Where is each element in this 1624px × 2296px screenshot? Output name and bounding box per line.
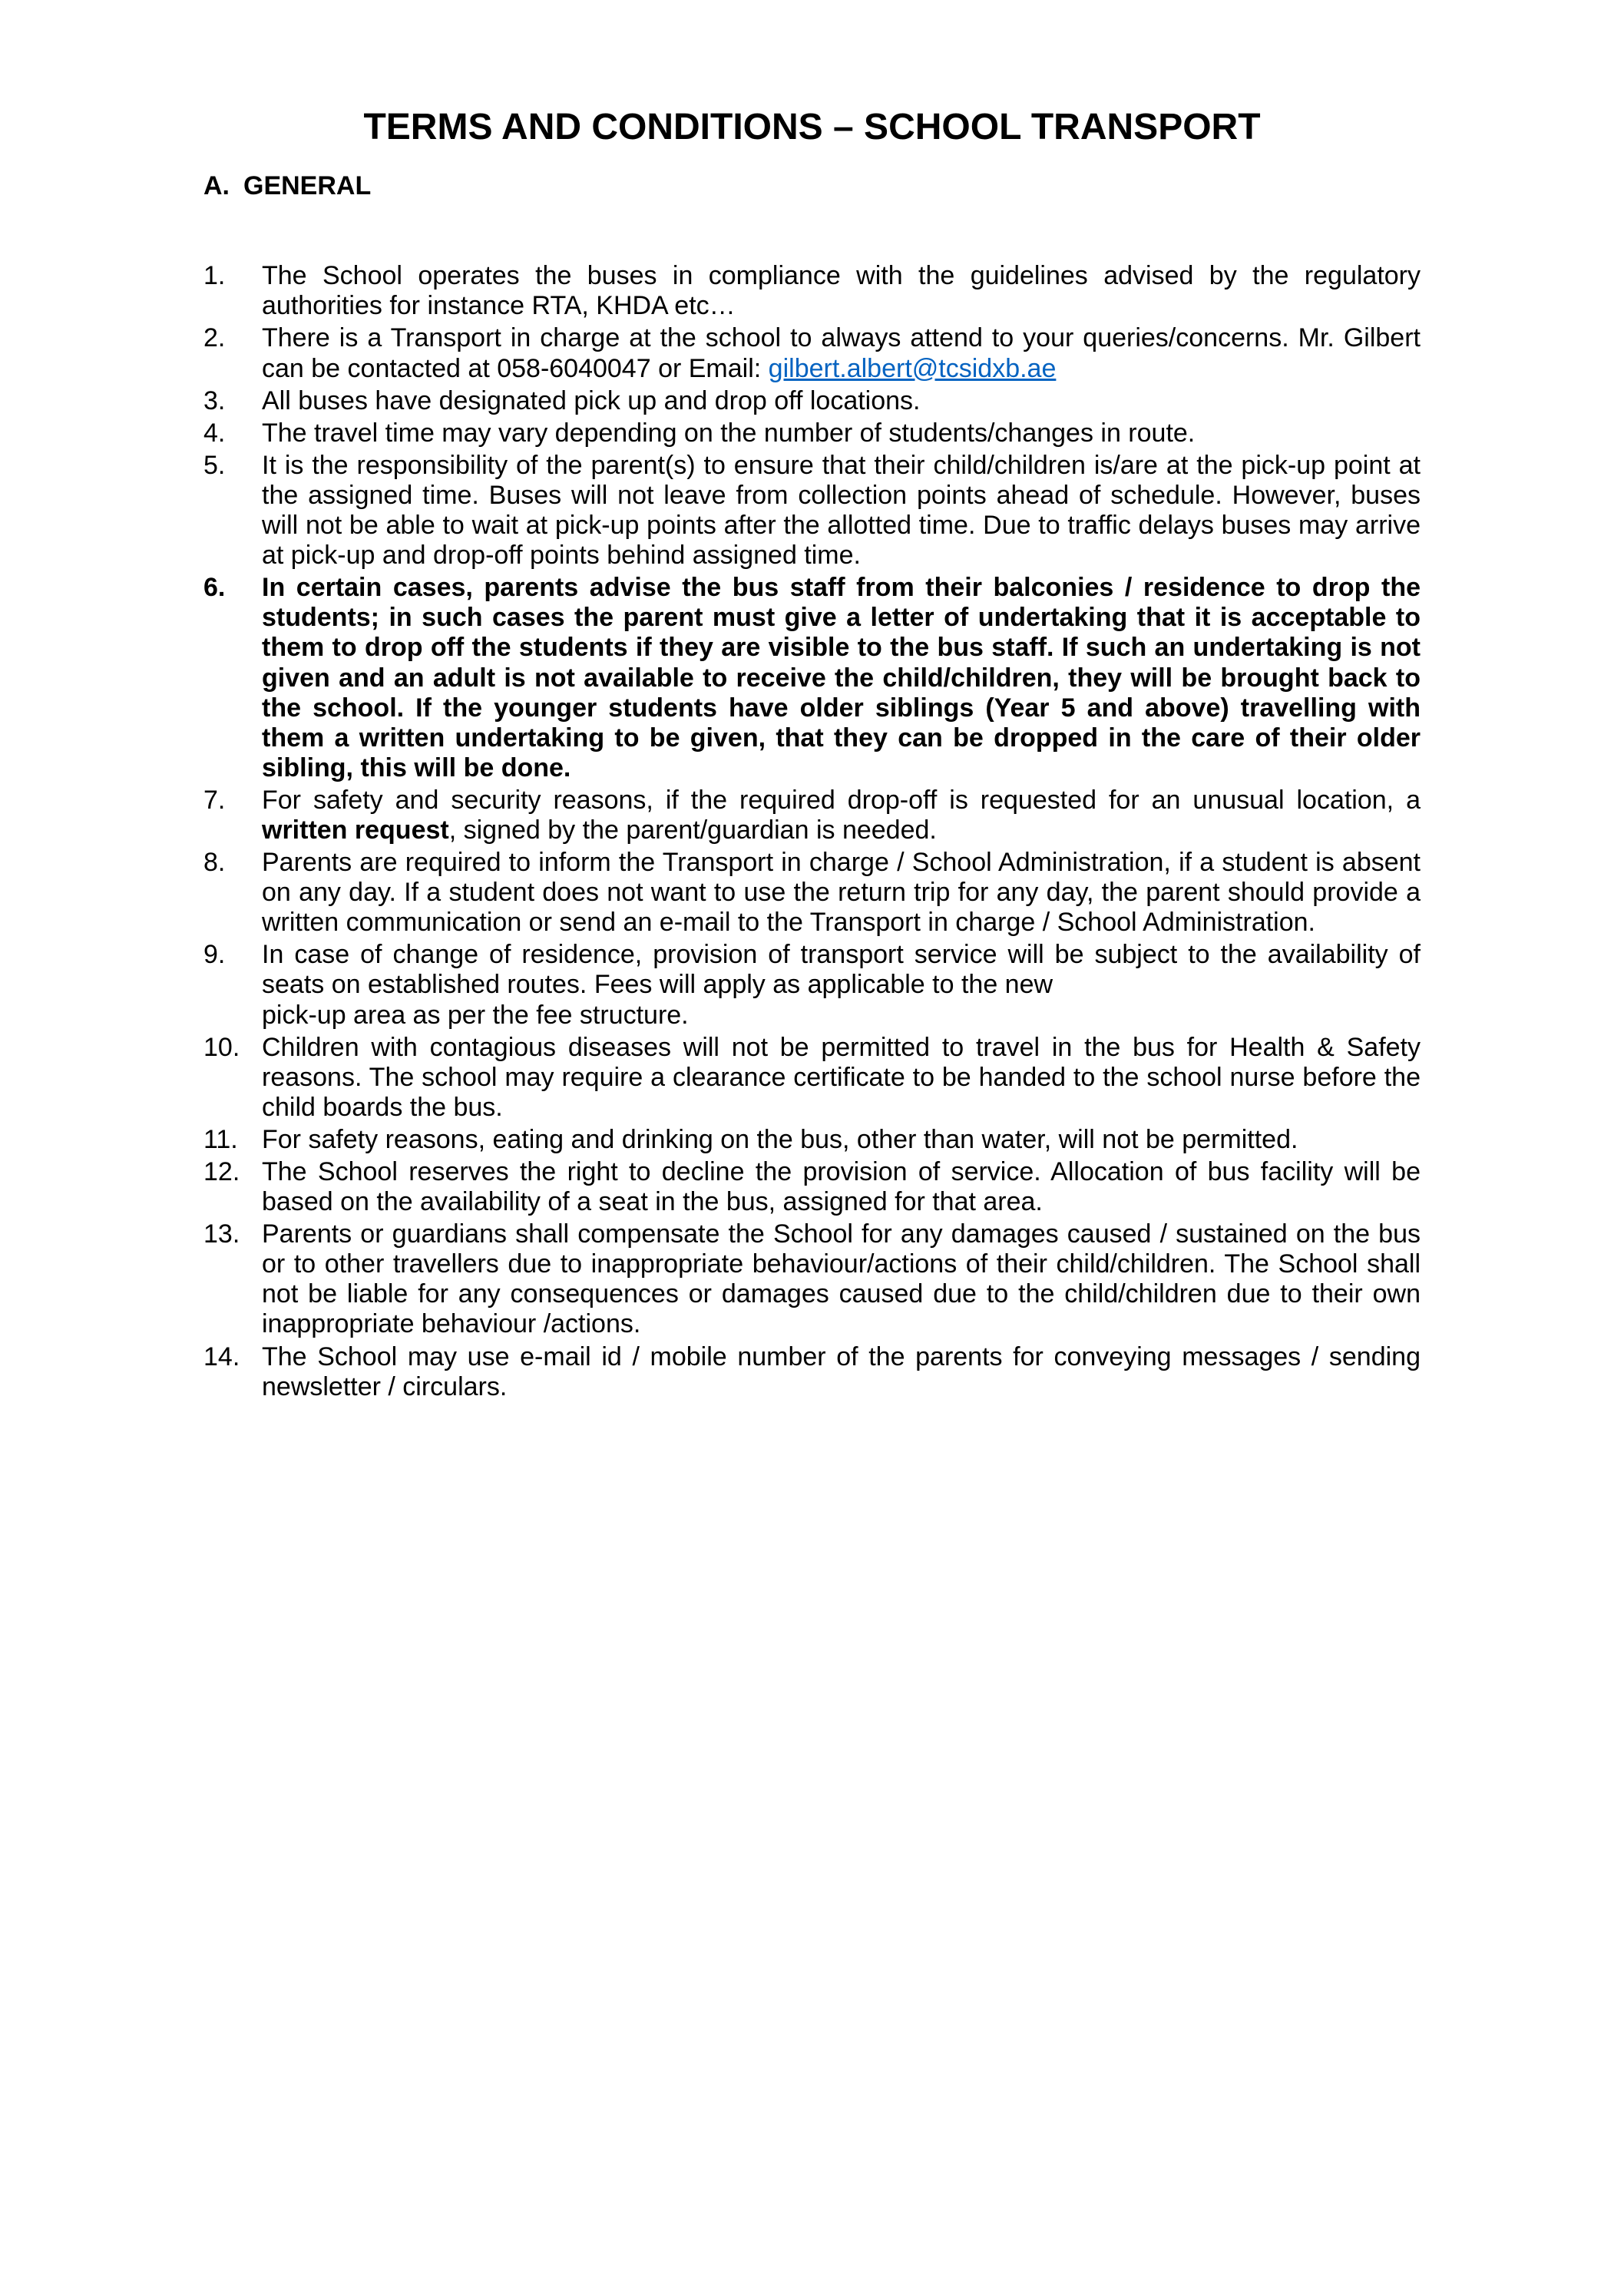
text-run: The School reserves the right to decline the provision of service. Allocation of bus facility will be based on the availability of a seat in the bus, assigned for that area. <box>262 1157 1421 1217</box>
list-item-text <box>262 261 1421 321</box>
terms-list <box>203 261 1421 1401</box>
list-item-number: 2. <box>203 323 226 353</box>
text-run: In certain cases, parents advise the bus staff from their balconies / residence to drop the students; in such cases the parent must give a letter of undertaking that it is acceptable to them to drop off the students if they are visible to the bus staff. If such an undertaking is not given and an adult is not available to receive the child/children, they will be brought back to the school. If the younger students have older siblings (Year 5 and above) travelling with them a written undertaking to be given, that they can be dropped in the care of their older sibling, this will be done. <box>262 573 1421 782</box>
list-item <box>203 1157 1421 1217</box>
text-run: Parents or guardians shall compensate the School for any damages caused / sustained on the bus or to other travellers due to inappropriate behaviour/actions of their child/children. The School shall not be liable for any consequences or damages caused due to the child/children due to their own inappropriate behaviour /actions. <box>262 1219 1421 1339</box>
list-item-number: 10. <box>203 1032 240 1062</box>
list-item-text <box>262 1219 1421 1339</box>
section-heading <box>203 171 1421 201</box>
list-item <box>203 261 1421 321</box>
list-item <box>203 451 1421 571</box>
list-item-number: 5. <box>203 450 226 480</box>
list-item-text <box>262 848 1421 938</box>
section-label: GENERAL <box>243 171 372 201</box>
bold-text-run: written request <box>262 815 449 845</box>
list-item-text <box>262 1157 1421 1217</box>
list-item <box>203 1033 1421 1123</box>
list-item-text <box>262 573 1421 783</box>
list-item-text <box>262 323 1421 383</box>
text-run: All buses have designated pick up and drop off locations. <box>262 385 921 415</box>
list-item <box>203 573 1421 783</box>
list-item <box>203 1219 1421 1339</box>
list-item-number: 14. <box>203 1342 240 1371</box>
list-item-text <box>262 386 1421 416</box>
list-item-number: 4. <box>203 418 226 448</box>
list-item-text <box>262 1125 1421 1155</box>
list-item-text <box>262 1342 1421 1402</box>
list-item-text <box>262 786 1421 845</box>
list-item <box>203 419 1421 448</box>
document-title: TERMS AND CONDITIONS – SCHOOL TRANSPORT <box>363 107 1261 147</box>
list-item <box>203 1342 1421 1402</box>
list-item <box>203 1125 1421 1155</box>
list-item-number: 1. <box>203 261 226 291</box>
text-run: For safety reasons, eating and drinking on the bus, other than water, will not be permitted. <box>262 1124 1298 1154</box>
text-run: , signed by the parent/guardian is needed. <box>448 815 937 845</box>
text-run: The School may use e-mail id / mobile number of the parents for conveying messages / sending newsletter / circulars. <box>262 1342 1421 1401</box>
list-item-text <box>262 1033 1421 1123</box>
text-run: pick-up area as per the fee structure. <box>262 1000 689 1030</box>
text-run: The School operates the buses in compliance with the guidelines advised by the regulatory authorities for instance RTA, KHDA etc… <box>262 261 1421 321</box>
list-item-number: 8. <box>203 848 226 878</box>
list-item-text <box>262 940 1421 1030</box>
text-run: The travel time may vary depending on the number of students/changes in route. <box>262 418 1196 448</box>
list-item-number: 13. <box>203 1219 240 1249</box>
list-item <box>203 386 1421 416</box>
text-run: There is a Transport in charge at the school to always attend to your queries/concerns. Mr. Gilbert can be contacted at 058-6040047 or Email: <box>262 323 1421 383</box>
list-item <box>203 323 1421 383</box>
text-run: Children with contagious diseases will not be permitted to travel in the bus for Health & Safety reasons. The school may require a clearance certificate to be handed to the school nurse before the child boards the bus. <box>262 1032 1421 1122</box>
list-item-number: 12. <box>203 1157 240 1186</box>
list-item-text <box>262 451 1421 571</box>
email-link[interactable]: gilbert.albert@tcsidxb.ae <box>768 353 1057 383</box>
list-item-text <box>262 419 1421 448</box>
list-item-number: 6. <box>203 573 226 603</box>
text-run: For safety and security reasons, if the required drop-off is requested for an unusual location, a <box>262 785 1421 815</box>
list-item <box>203 940 1421 1030</box>
text-run: It is the responsibility of the parent(s) to ensure that their child/children is/are at the pick-up point at the assigned time. Buses will not leave from collection points ahead of schedule. However, buses will not be able to wait at pick-up points after the allotted time. Due to traffic delays buses may arrive at pick-up and drop-off points behind assigned time. <box>262 450 1421 571</box>
list-item <box>203 786 1421 845</box>
list-item-number: 7. <box>203 785 226 815</box>
section-letter: A. <box>203 171 230 201</box>
text-run: Parents are required to inform the Transport in charge / School Administration, if a student is absent on any day. If a student does not want to use the return trip for any day, the parent should provide a written communication or send an e-mail to the Transport in charge / School Administration. <box>262 848 1421 938</box>
list-item-number: 11. <box>203 1124 238 1154</box>
list-item <box>203 848 1421 938</box>
list-item-number: 3. <box>203 385 226 415</box>
list-item-number: 9. <box>203 940 226 970</box>
text-run: In case of change of residence, provision of transport service will be subject to the availability of seats on established routes. Fees will apply as applicable to the new <box>262 940 1421 1000</box>
